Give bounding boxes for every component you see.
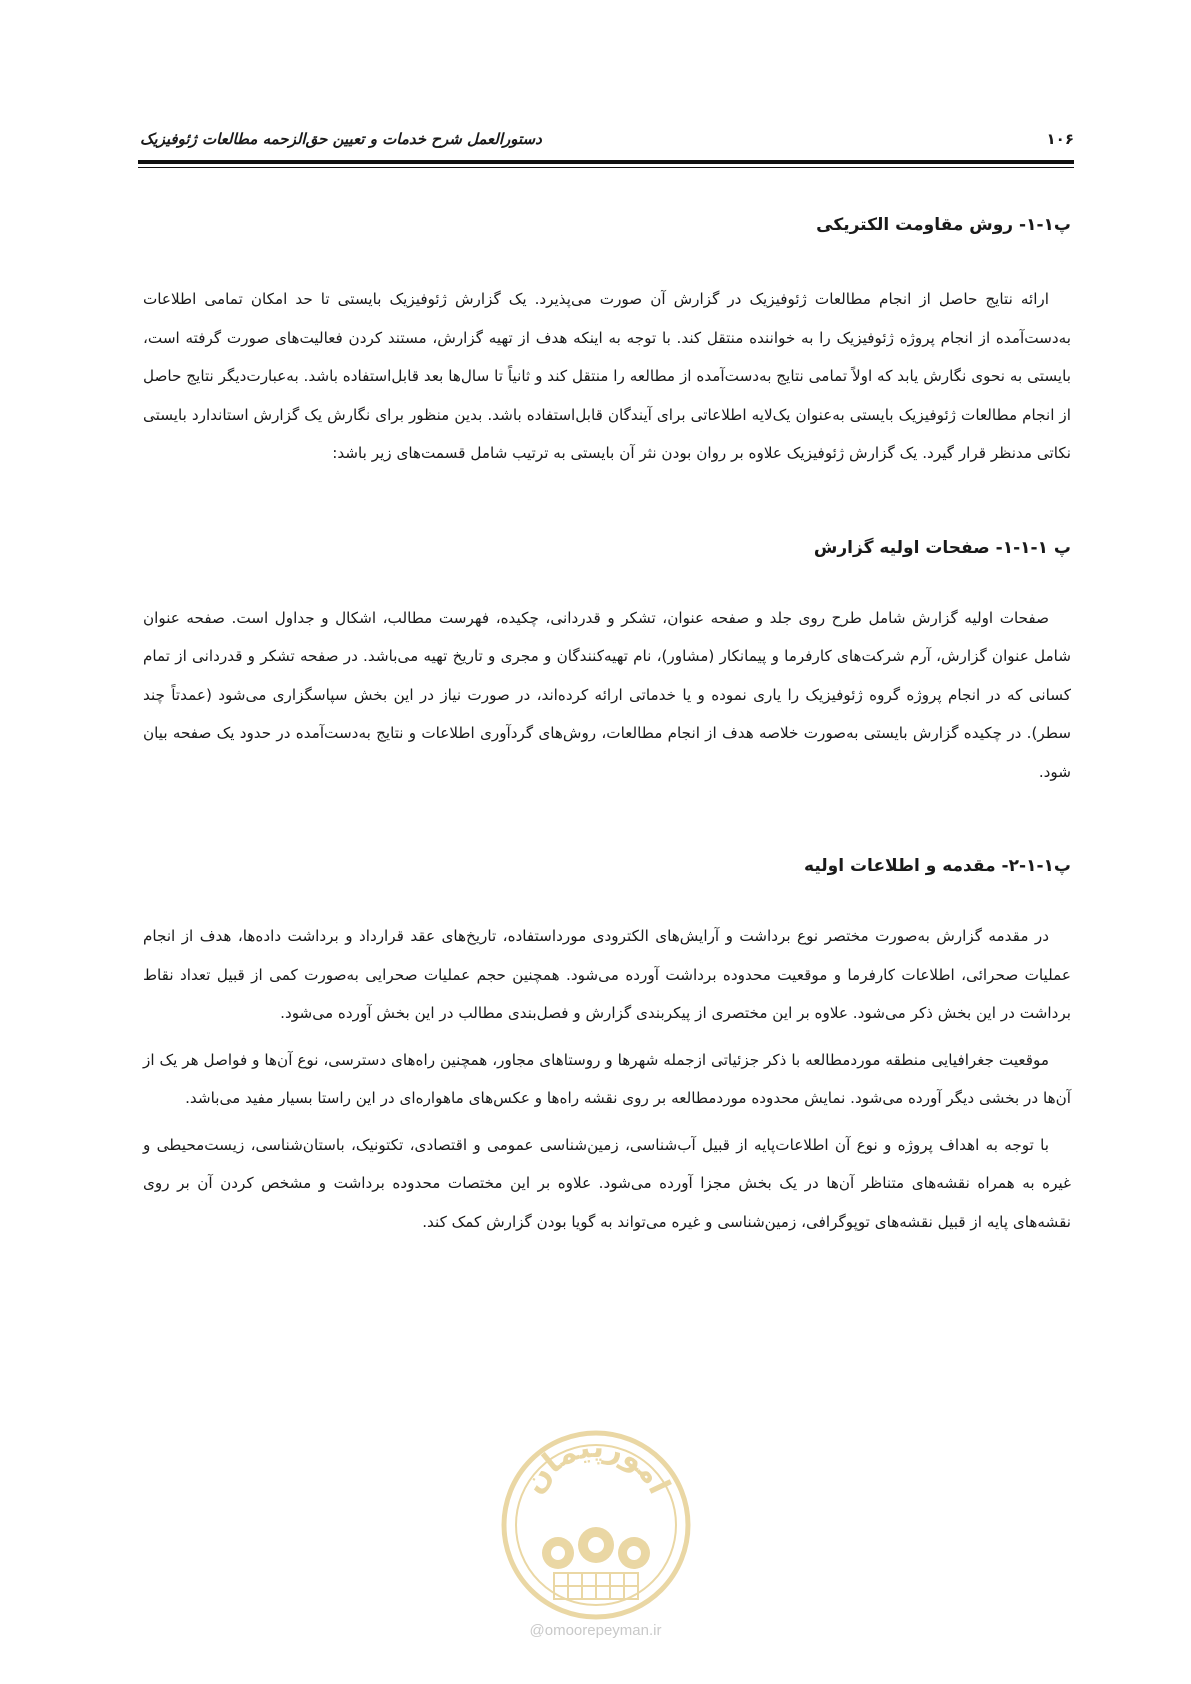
body-paragraph: موقعیت جغرافیایی منطقه موردمطالعه با ذکر جزئیاتی ازجمله شهرها و روستاهای مجاور، همچنین راه‌های دسترسی، نوع آن‌ها و فواصل هر یک از آن‌ها در بخشی دیگر آورده می‌شود. نمایش محدوده موردمطالعه بر روی نقشه راه‌ها و عکس‌های ماهواره‌ای در این راستا بسیار مفید می‌باشد. — [143, 1050, 1071, 1107]
body-paragraph: با توجه به اهداف پروژه و نوع آن اطلاعات‌پایه از قبیل آب‌شناسی، زمین‌شناسی عمومی و اقتصادی، تکتونیک، باستان‌شناسی، زیست‌محیطی و غیره به همراه نقشه‌های متناظر آن‌ها در یک بخش مجزا آورده می‌شود. علاوه بر این مختصات محدوده برداشت و مشخص کردن آن بر روی نقشه‌های پایه از قبیل نقشه‌های توپوگرافی، زمین‌شناسی و غیره می‌تواند به گویا بودن گزارش کمک کند. — [143, 1135, 1071, 1231]
watermark-seal-icon — [496, 1425, 696, 1625]
svg-text:امورپیمان: امورپیمان — [515, 1429, 677, 1500]
running-header — [140, 124, 1074, 154]
body-paragraph: ارائه نتایج حاصل از انجام مطالعات ژئوفیزیک در گزارش آن صورت می‌پذیرد. یک گزارش ژئوفیزیک بایستی تا حد امکان تمامی اطلاعات به‌دست‌آمده از انجام پروژه ژئوفیزیک را به خواننده منتقل کند. با توجه به اینکه هدف از تهیه گزارش، مستند کردن فعالیت‌های صورت گرفته است، بایستی به نحوی نگارش یابد که اولاً تمامی نتایج به‌دست‌آمده از مطالعه را منتقل کند و ثانیاً تا سال‌ها بعد قابل‌استفاده باشد. به‌عبارت‌دیگر نتایج حاصل از انجام مطالعات ژئوفیزیک بایستی به‌عنوان یک‌لایه اطلاعاتی برای آیندگان قابل‌استفاده باشد. بدین منظور برای نگارش یک گزارش استاندارد بایستی نکاتی مدنظر قرار گیرد. یک گزارش ژئوفیزیک علاوه بر روان بودن نثر آن بایستی به ترتیب شامل قسمت‌های زیر باشد: — [143, 290, 1071, 462]
header-rule-thick — [138, 160, 1074, 164]
section-heading-introduction: پ۱-۱-۲- مقدمه و اطلاعات اولیه — [804, 856, 1071, 876]
watermark-url: @omoorepeyman.ir — [529, 1622, 662, 1639]
page-number: ۱۰۶ — [1046, 130, 1074, 148]
header-rule-thin — [138, 167, 1074, 168]
body-paragraph: صفحات اولیه گزارش شامل طرح روی جلد و صفحه عنوان، تشکر و قدردانی، چکیده، فهرست مطالب، اشکال و جداول است. صفحه عنوان شامل عنوان گزارش، آرم شرکت‌های کارفرما و پیمانکار (مشاور)، نام تهیه‌کنندگان و مجری و تاریخ تهیه می‌باشد. در صفحه تشکر و قدردانی از تمام کسانی که در انجام پروژه گروه ژئوفیزیک را یاری نموده و یا خدماتی ارائه کرده‌اند، در صورت نیاز در این بخش سپاسگزاری می‌شود (عمدتاً چند سطر). در چکیده گزارش بایستی به‌صورت خلاصه هدف از انجام مطالعات، روش‌های گردآوری اطلاعات و نتایج به‌دست‌آمده در حدود یک صفحه بیان شود. — [143, 608, 1071, 781]
body-content — [143, 210, 1071, 1249]
section-heading-resistivity: پ۱-۱- روش مقاومت الکتریکی — [816, 215, 1071, 235]
running-title: دستورالعمل شرح خدمات و تعیین حق‌الزحمه مطالعات ژئوفیزیک — [140, 130, 542, 148]
body-paragraph: در مقدمه گزارش به‌صورت مختصر نوع برداشت و آرایش‌های الکترودی مورداستفاده، تاریخ‌های عقد قرارداد و برداشت داده‌ها، هدف از انجام عملیات صحرائی، اطلاعات کارفرما و موقعیت محدوده برداشت آورده می‌شود. همچنین حجم عملیات صحرایی به‌صورت کمی از قبیل تعداد نقاط برداشت در این بخش ذکر می‌شود. علاوه بر این مختصری از پیکربندی گزارش و فصل‌بندی مطالب در این بخش آورده می‌شود. — [143, 927, 1071, 1022]
section-heading-front-pages: پ ۱-۱-۱- صفحات اولیه گزارش — [813, 537, 1071, 558]
